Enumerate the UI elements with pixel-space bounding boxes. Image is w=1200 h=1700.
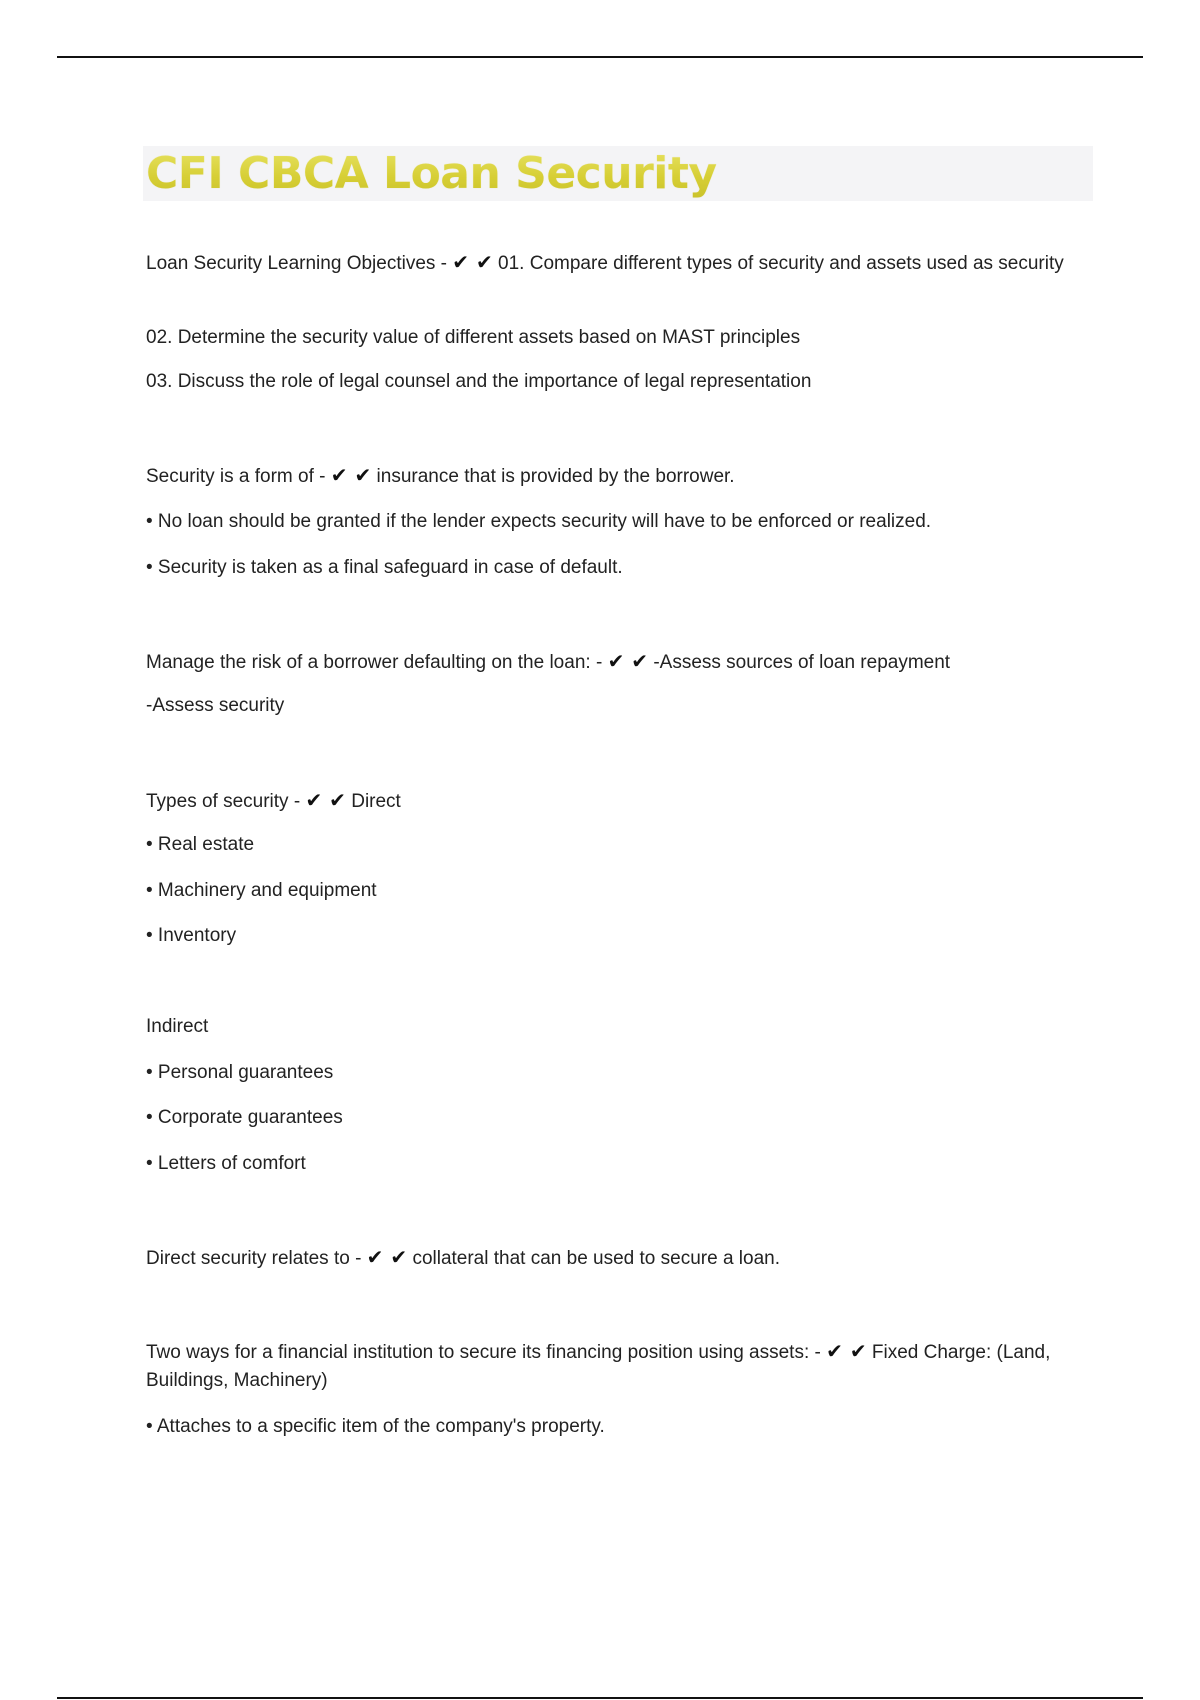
answer-text: insurance that is provided by the borrower. [376,466,735,487]
answer-line: -Assess security [146,695,285,716]
checkmark-icon: ✔ ✔ [452,250,493,274]
checkmark-icon: ✔ ✔ [305,788,346,812]
bullet-item: • Corporate guarantees [146,1107,343,1128]
question-text: Loan Security Learning Objectives - [146,253,453,274]
checkmark-icon: ✔ ✔ [607,649,649,673]
qa-insurance [146,461,735,491]
question-text: Manage the risk of a borrower defaulting on the loan: - [146,652,608,673]
question-text: Two ways for a financial institution to secure its financing position using assets: - [146,1342,827,1363]
checkmark-icon: ✔ ✔ [366,1245,408,1269]
subheading: Indirect [146,1016,209,1037]
answer-text: 01. Compare different types of security and assets used as security [498,253,1064,274]
bullet-item: • Personal guarantees [146,1062,334,1083]
bullet-item: • No loan should be granted if the lender expects security will have to be enforced or realized. [146,511,932,532]
qa-types [146,786,401,816]
bullet-item: • Letters of comfort [146,1153,306,1174]
qa-objectives [146,248,1076,278]
question-text: Direct security relates to - [146,1248,367,1269]
bullet-item: • Attaches to a specific item of the company's property. [146,1416,605,1437]
answer-text: -Assess sources of loan repayment [653,652,951,673]
bullet-item: • Real estate [146,834,255,855]
bullet-item: • Inventory [146,925,237,946]
qa-manage-risk [146,647,950,677]
qa-direct [146,1243,780,1273]
checkmark-icon: ✔ ✔ [330,463,372,487]
question-text: Security is a form of - [146,466,331,487]
bottom-rule [57,1697,1143,1699]
top-rule [57,56,1143,58]
bullet-item: • Machinery and equipment [146,880,377,901]
qa-two-ways [146,1337,1076,1395]
document-title: CFI CBCA Loan Security [146,146,717,202]
answer-text: collateral that can be used to secure a loan. [412,1248,781,1269]
objective-line: 03. Discuss the role of legal counsel and the importance of legal representation [146,371,812,392]
checkmark-icon: ✔ ✔ [826,1339,867,1363]
objective-line: 02. Determine the security value of different assets based on MAST principles [146,327,801,348]
bullet-item: • Security is taken as a final safeguard in case of default. [146,557,623,578]
answer-text: Fixed Charge: (Land, Buildings, Machinery) [146,1342,1051,1391]
answer-text: Direct [351,791,401,812]
question-text: Types of security - [146,791,306,812]
